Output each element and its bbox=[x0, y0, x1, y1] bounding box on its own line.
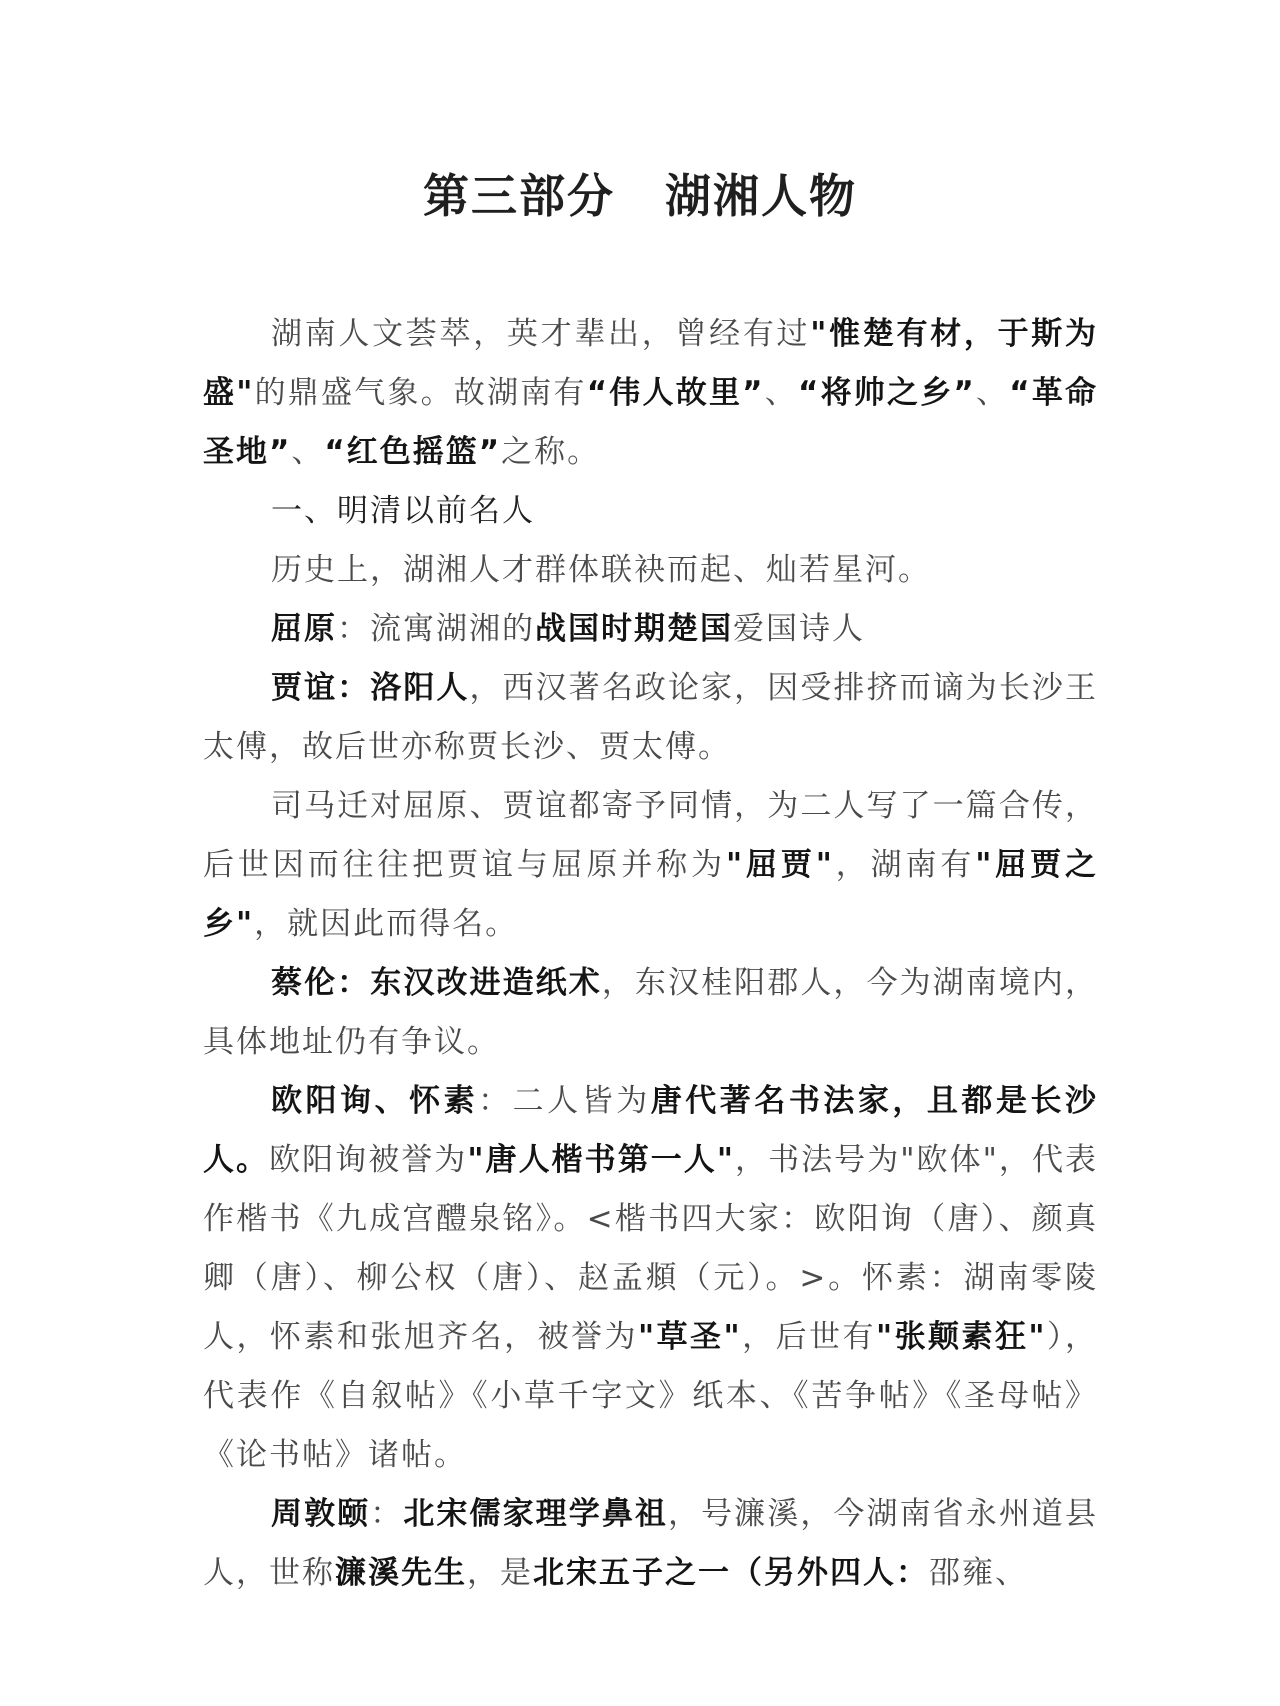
document-body bbox=[203, 305, 1098, 1603]
entry-simaqian bbox=[203, 777, 1098, 954]
entry-jiayi bbox=[203, 659, 1098, 777]
text-run: 、 bbox=[291, 434, 325, 470]
bold-run: 唐代著名书法家，且都是长沙人。 bbox=[203, 1083, 1099, 1178]
text-run: 邵雍、 bbox=[929, 1555, 1028, 1591]
text-run: ），代表作《自叙帖》《小草千字文》纸本、《苦争帖》《圣母帖》《论书帖》诸帖。 bbox=[203, 1319, 1099, 1473]
text-run: 、 bbox=[975, 375, 1010, 411]
entry-cailun bbox=[203, 954, 1098, 1072]
person-name: 周敦颐 bbox=[271, 1496, 371, 1532]
person-name: 蔡伦： bbox=[271, 965, 371, 1001]
text-run: ： bbox=[370, 1496, 404, 1532]
bold-run: 洛阳人 bbox=[370, 670, 470, 706]
text-run: ，书法号为"欧体"，代表作楷书《九成宫醴泉铭》。<楷书四大家：欧阳询（唐）、颜真卿（唐）、柳公权（唐）、赵孟頫（元）。>。怀素：湖南零陵人，怀素和张旭齐名，被誉为 bbox=[203, 1142, 1098, 1355]
bold-run: "张颠素狂" bbox=[875, 1319, 1047, 1355]
text-run: 、 bbox=[764, 375, 798, 411]
person-name: 欧阳询、怀素 bbox=[271, 1083, 479, 1119]
text-run: ，西汉著名政论家，因受排挤而谪为长沙王太傅，故后世亦称贾长沙、贾太傅。 bbox=[203, 670, 1098, 765]
text-run: ，东汉桂阳郡人，今为湖南境内，具体地址仍有争议。 bbox=[203, 965, 1099, 1060]
bold-run: "惟楚有材，于斯为盛" bbox=[203, 316, 1098, 411]
entry-ouyang-huaisu bbox=[203, 1072, 1098, 1485]
text-run: 湖南人文荟萃，英才辈出，曾经有过 bbox=[271, 316, 811, 352]
bold-run: "唐人楷书第一人" bbox=[467, 1142, 735, 1178]
bold-run: 战国时期楚国 bbox=[535, 611, 733, 647]
page-title bbox=[0, 160, 1280, 226]
text-run: ，就因此而得名。 bbox=[254, 906, 519, 942]
bold-run: “革命圣地” bbox=[203, 375, 1099, 470]
text-run: ：二人皆为 bbox=[478, 1083, 651, 1119]
text-run: ：流寓湖湘的 bbox=[337, 611, 535, 647]
bold-run: 北宋儒家理学鼻祖 bbox=[403, 1496, 669, 1532]
text-run: ，湖南有 bbox=[833, 847, 976, 883]
bold-run: “红色摇篮” bbox=[324, 434, 502, 470]
bold-run: 东汉改进造纸术 bbox=[370, 965, 602, 1001]
bold-run: “将帅之乡” bbox=[797, 375, 976, 411]
person-name: 贾谊： bbox=[271, 670, 371, 706]
title-topic: 湖湘人物 bbox=[665, 169, 857, 223]
section-lead: 历史上，湖湘人才群体联袂而起、灿若星河。 bbox=[271, 552, 931, 588]
text-run: 的鼎盛气象。故湖南有 bbox=[254, 375, 587, 411]
text-run: 之称。 bbox=[501, 434, 601, 470]
person-name: 屈原 bbox=[271, 611, 337, 647]
text-run: ，号濂溪，今湖南省永州道县人，世称 bbox=[203, 1496, 1099, 1591]
entry-quyuan bbox=[203, 600, 1098, 659]
bold-run: "屈贾之乡" bbox=[203, 847, 1099, 942]
intro-paragraph bbox=[203, 305, 1098, 482]
text-run: 欧阳询被誉为 bbox=[269, 1142, 468, 1178]
title-part: 第三部分 bbox=[423, 169, 615, 223]
text-run: ，是 bbox=[467, 1555, 533, 1591]
section-heading: 一、明清以前名人 bbox=[271, 493, 535, 529]
bold-run: “伟人故里” bbox=[586, 375, 765, 411]
bold-run: "草圣" bbox=[637, 1319, 742, 1355]
bold-run: 北宋五子之一（另外四人： bbox=[533, 1555, 929, 1591]
text-run: 爱国诗人 bbox=[733, 611, 865, 647]
text-run: ，后世有 bbox=[741, 1319, 876, 1355]
bold-run: 濂溪先生 bbox=[335, 1555, 467, 1591]
text-run: 司马迁对屈原、贾谊都寄予同情，为二人写了一篇合传，后世因而往往把贾谊与屈原并称为 bbox=[203, 788, 1098, 883]
bold-run: "屈贾" bbox=[726, 847, 834, 883]
entry-zhou-dunyi bbox=[203, 1485, 1098, 1603]
